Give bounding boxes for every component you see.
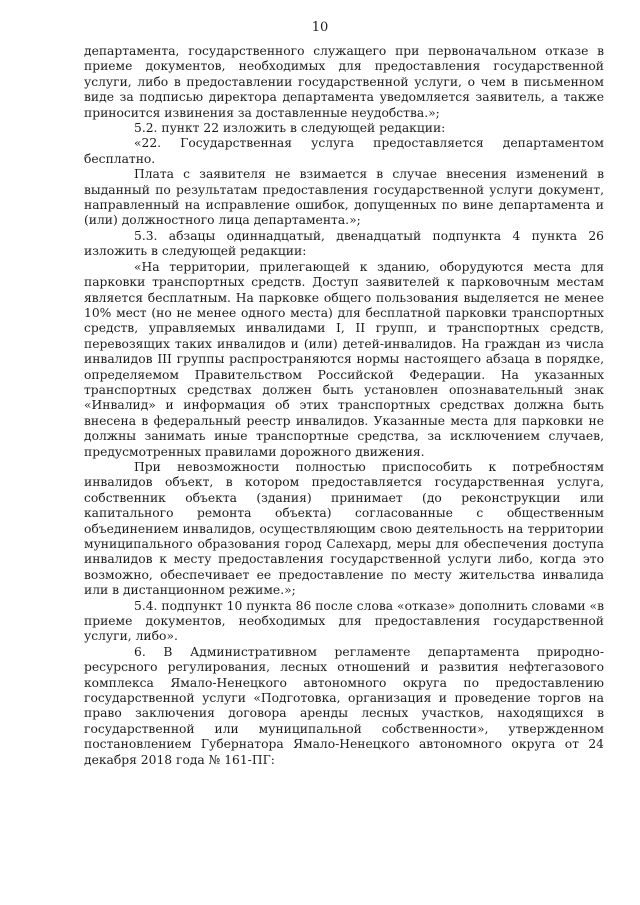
- paragraph-continuation: департамента, государственного служащего при первоначальном отказе в приеме документов, необходимых для предоставления государственной услуги, либо в предоставлении государственной услуги, о чем в письменном виде за подписью директора департамента уведомляется заявитель, а также приносится извинения за доставленные неудобства.»;: [84, 44, 604, 120]
- paragraph-item-22: «22. Государственная услуга предоставляется департаментом бесплатно.: [84, 136, 604, 166]
- document-body: [84, 44, 604, 768]
- page-number: 10: [311, 20, 329, 35]
- paragraph-accessibility: При невозможности полностью приспособить к потребностям инвалидов объект, в котором предоставляется государственная услуга, собственник объекта (здания) принимает (до реконструкции или капитального ремонта объекта) согласованные с общественным объединением инвалидов, осуществляющим свою деятельность на территории муниципального образования город Салехард, меры для обеспечения доступа инвалидов к месту предоставления государственной услуги либо, когда это возможно, обеспечивает ее предоставление по месту жительства инвалида или в дистанционном режиме.»;: [84, 459, 604, 598]
- paragraph-parking: «На территории, прилегающей к зданию, оборудуются места для парковки транспортных средств. Доступ заявителей к парковочным местам является бесплатным. На парковке общего пользования выделяется не менее 10% мест (но не менее одного места) для бесплатной парковки транспортных средств, управляемых инвалидами I, II групп, и транспортных средств, перевозящих таких инвалидов и (или) детей-инвалидов. На граждан из числа инвалидов III группы распространяются нормы настоящего абзаца в порядке, определяемом Правительством Российской Федерации. На указанных транспортных средствах должен быть установлен опознавательный знак «Инвалид» и информация об этих транспортных средствах должна быть внесена в федеральный реестр инвалидов. Указанные места для парковки не должны занимать иные транспортные средства, за исключением случаев, предусмотренных правилами дорожного движения.: [84, 259, 604, 459]
- paragraph-6: 6. В Административном регламенте департамента природно-ресурсного регулирования, лесных отношений и развития нефтегазового комплекса Ямало-Ненецкого автономного округа по предоставлению государственной услуги «Подготовка, организация и проведение торгов на право заключения договора аренды лесных участков, находящихся в государственной или муниципальной собственности», утвержденном постановлением Губернатора Ямало-Ненецкого автономного округа от 24 декабря 2018 года № 161-ПГ:: [84, 644, 604, 767]
- paragraph-5-3: 5.3. абзацы одиннадцатый, двенадцатый подпункта 4 пункта 26 изложить в следующей редакции:: [84, 228, 604, 259]
- paragraph-5-2: 5.2. пункт 22 изложить в следующей редакции:: [134, 121, 446, 136]
- paragraph-5-4: 5.4. подпункт 10 пункта 86 после слова «отказе» дополнить словами «в приеме документов, необходимых для предоставления государственной услуги, либо».: [84, 598, 604, 644]
- paragraph-fee-exemption: Плата с заявителя не взимается в случае внесения изменений в выданный по результатам предоставления государственной услуги документ, направленный на исправление ошибок, допущенных по вине департамента и (или) должностного лица департамента.»;: [84, 167, 604, 228]
